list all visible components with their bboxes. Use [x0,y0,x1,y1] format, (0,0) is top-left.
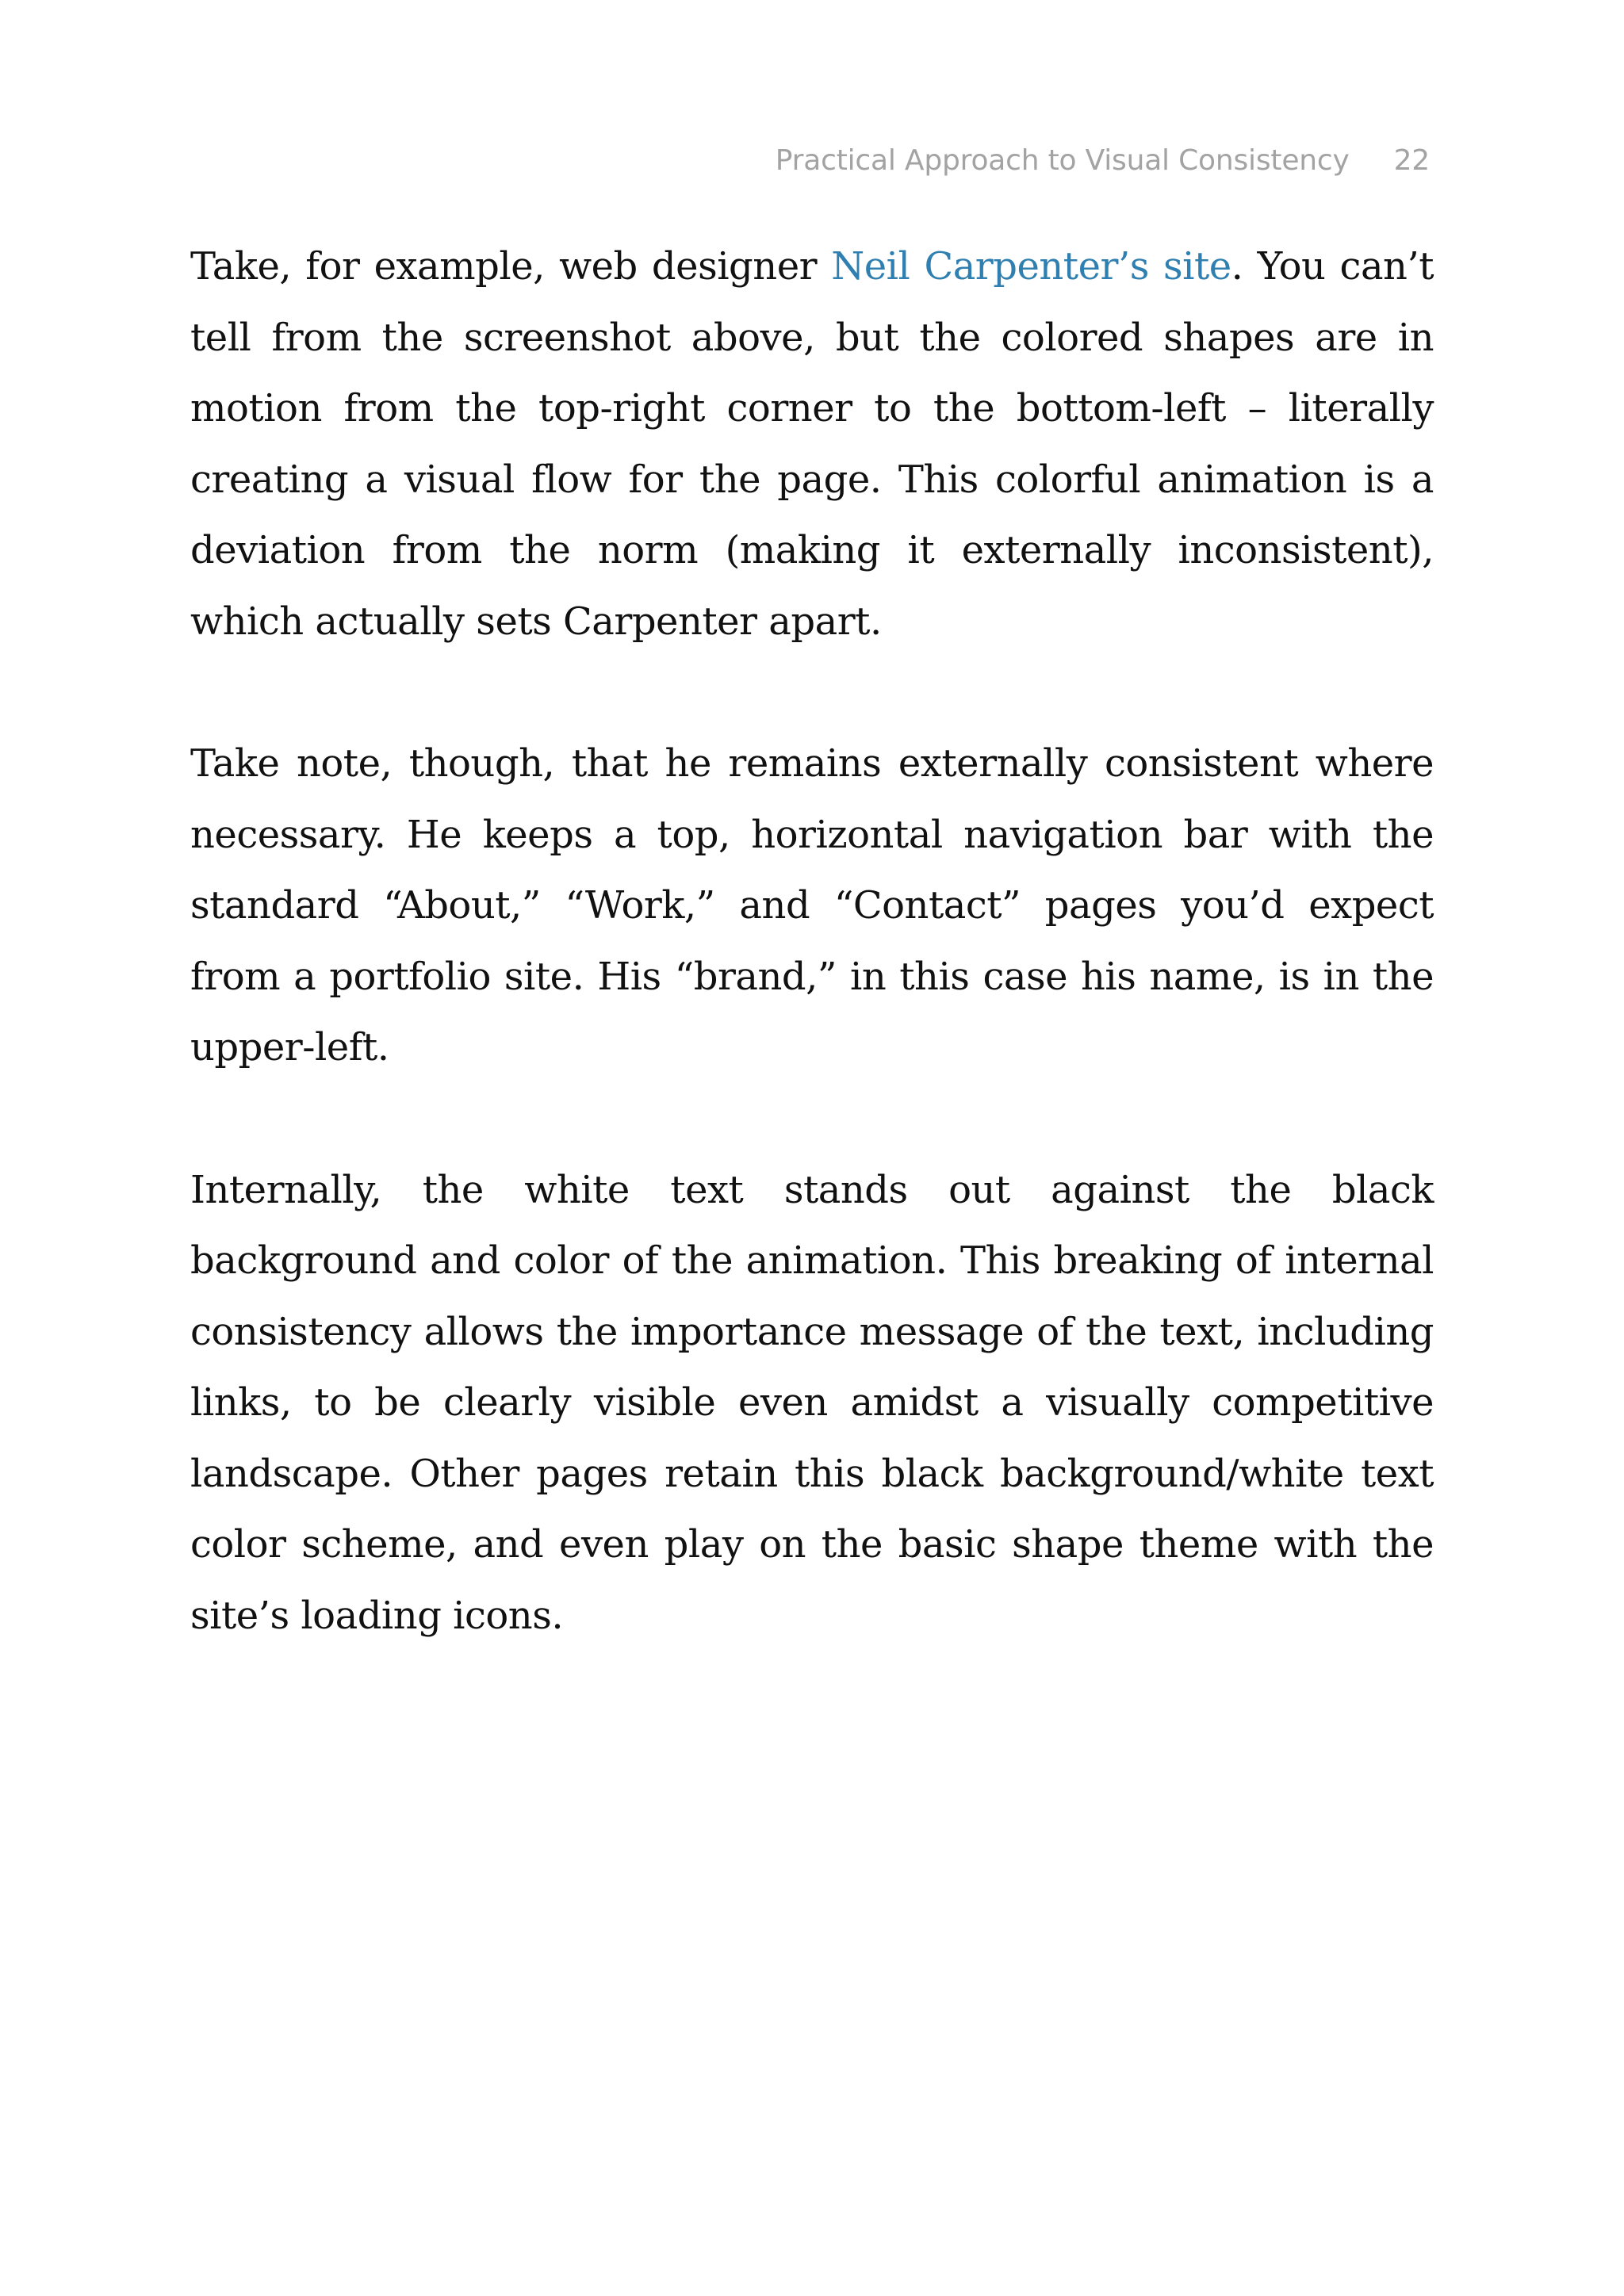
paragraph-2: Take note, though, that he remains externally consistent where necessary. He keeps a top, horizontal navigation bar with the standard “About,” “Work,” and “Contact” pages you’d expect from a portfolio site. His “brand,” in this case his name, is in the upper-left. [190,741,1434,1070]
paragraph-1-lead: Take, for example, web designer [190,244,832,289]
running-header [776,144,1430,177]
paragraph-3: Internally, the white text stands out against the black background and color of the animation. This breaking of internal consistency allows the importance message of the text, including links, to be clearly visible even amidst a visually competitive landscape. Other pages retain this black background/white text color scheme, and even play on the basic shape theme with the site’s loading icons. [190,1167,1434,1638]
body-text [190,232,1434,1723]
neil-carpenter-site-link[interactable]: Neil Carpenter’s site [831,244,1231,289]
running-title: Practical Approach to Visual Consistency [775,144,1350,177]
paragraph-1 [190,232,1434,657]
page-number: 22 [1393,144,1430,177]
paragraph-1-rest: . You can’t tell from the screenshot above, but the colored shapes are in motion from the top-right corner to the bottom-left – literally creating a visual flow for the page. This colorful animation is a deviation from the norm (making it externally inconsistent), which actually sets Carpenter apart. [190,244,1434,644]
